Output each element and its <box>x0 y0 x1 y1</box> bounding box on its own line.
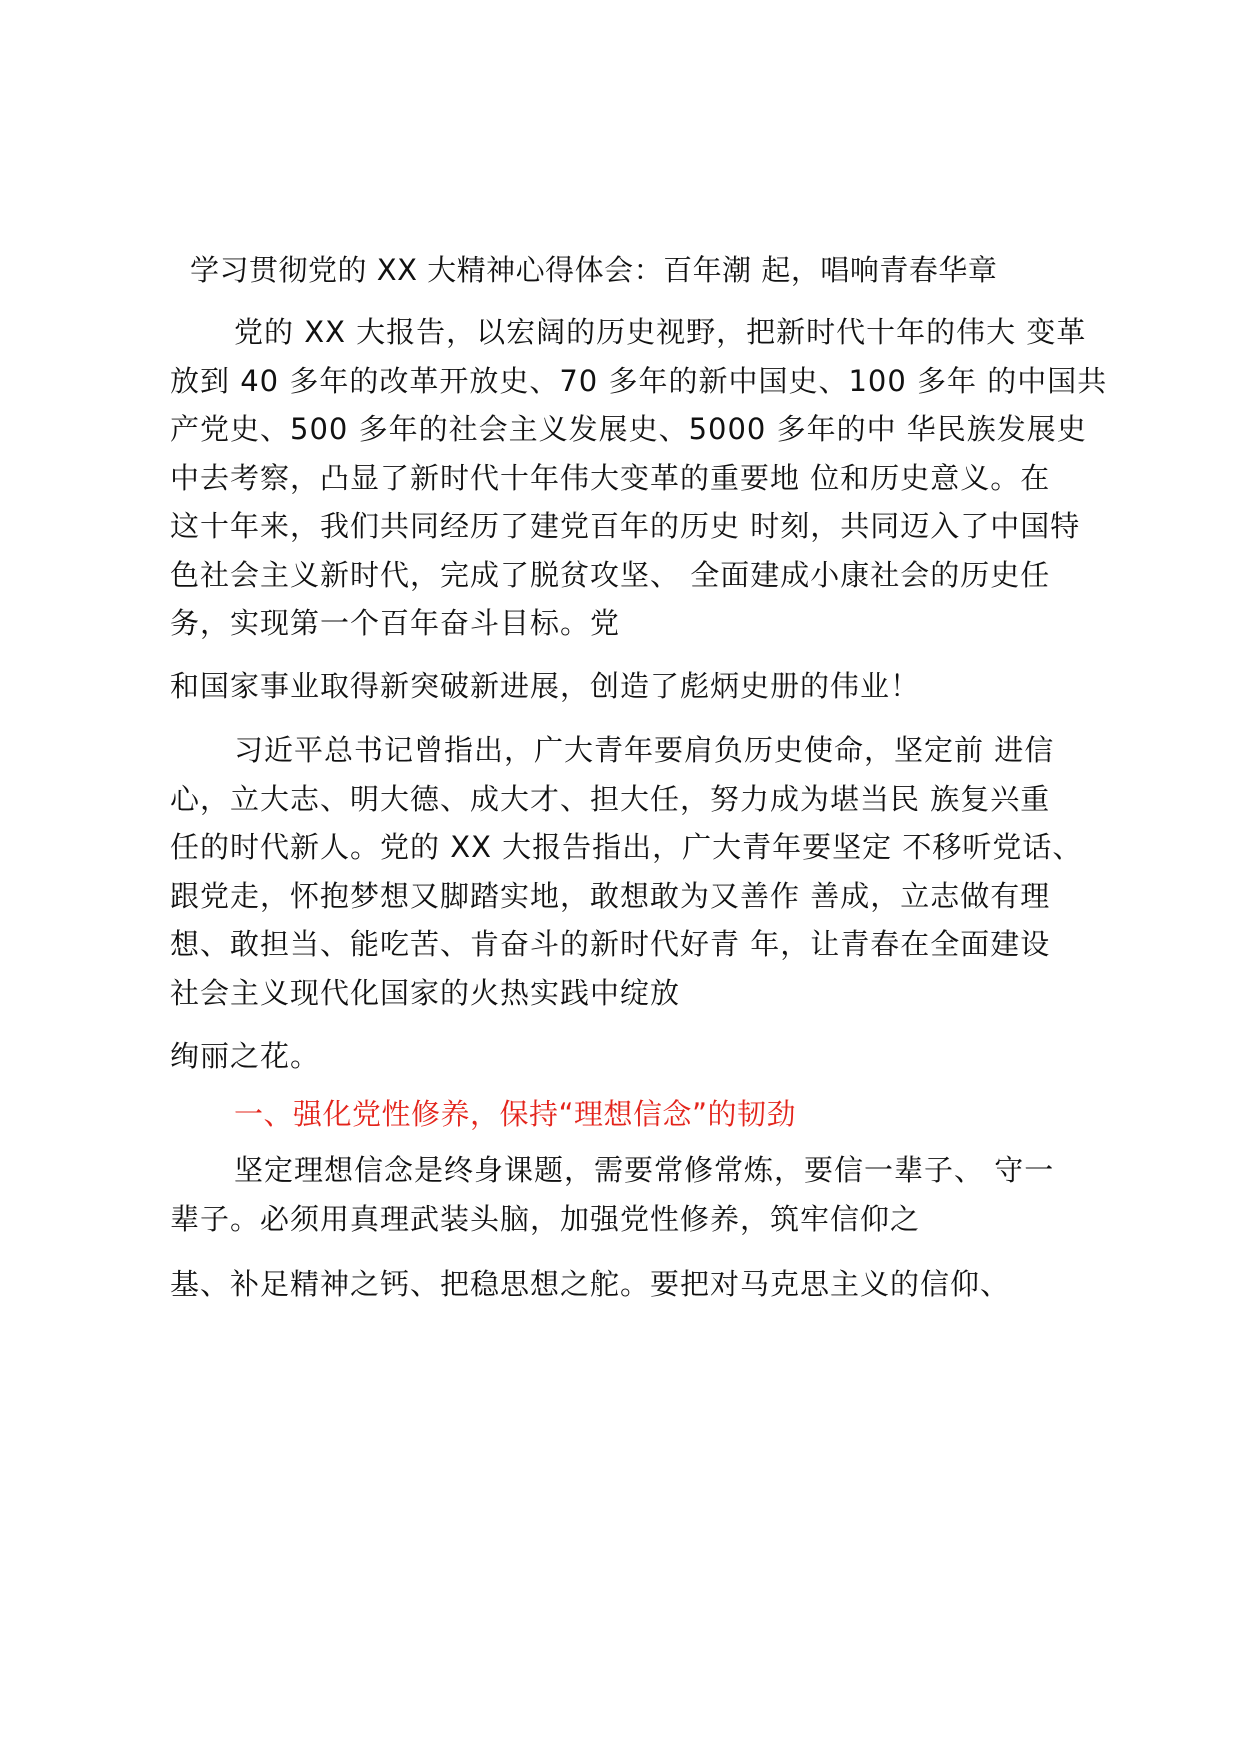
paragraph-line: 坚定理想信念是终身课题，需要常修常炼，要信一辈子、 守一 <box>234 1153 1055 1187</box>
paragraph-line: 色社会主义新时代，完成了脱贫攻坚、 全面建成小康社会的历史任 <box>170 557 1051 592</box>
paragraph-line: 中去考察，凸显了新时代十年伟大变革的重要地 位和历史意义。在 <box>170 460 1051 495</box>
paragraph-line: 心，立大志、明大德、成大才、担大任，努力成为堪当民 族复兴重 <box>170 781 1051 816</box>
paragraph-line: 务，实现第一个百年奋斗目标。党 <box>170 606 621 640</box>
paragraph-line: 社会主义现代化国家的火热实践中绽放 <box>170 975 681 1010</box>
section-heading: 一、强化党性修养，保持“理想信念”的韧劲 <box>234 1097 797 1131</box>
paragraph-line: 辈子。必须用真理武装头脑，加强党性修养，筑牢信仰之 <box>170 1201 921 1236</box>
paragraph-line: 产党史、500 多年的社会主义发展史、5000 多年的中 华民族发展史 <box>170 412 1087 446</box>
paragraph-1 <box>170 308 1108 648</box>
paragraph-3-continuation: 基、补足精神之钙、把稳思想之舵。要把对马克思主义的信仰、 <box>170 1267 1011 1301</box>
paragraph-3 <box>170 1146 1100 1243</box>
paragraph-line: 这十年来，我们共同经历了建党百年的历史 时刻，共同迈入了中国特 <box>170 509 1081 543</box>
paragraph-line: 习近平总书记曾指出，广大青年要肩负历史使命，坚定前 进信 <box>234 733 1055 767</box>
paragraph-line: 放到 40 多年的改革开放史、70 多年的新中国史、100 多年 的中国共 <box>170 363 1108 398</box>
paragraph-line: 跟党走，怀抱梦想又脚踏实地，敢想敢为又善作 善成，立志做有理 <box>170 878 1051 913</box>
paragraph-2-continuation: 绚丽之花。 <box>170 1039 321 1073</box>
paragraph-1-continuation: 和国家事业取得新突破新进展，创造了彪炳史册的伟业！ <box>170 669 921 703</box>
paragraph-line: 任的时代新人。党的 XX 大报告指出，广大青年要坚定 不移听党话、 <box>170 830 1083 864</box>
paragraph-line: 想、敢担当、能吃苦、肯奋斗的新时代好青 年，让青春在全面建设 <box>170 927 1051 961</box>
document-title: 学习贯彻党的 XX 大精神心得体会：百年潮 起，唱响青春华章 <box>190 253 998 287</box>
paragraph-2 <box>170 726 1100 1017</box>
paragraph-line: 党的 XX 大报告，以宏阔的历史视野，把新时代十年的伟大 变革 <box>234 315 1087 349</box>
